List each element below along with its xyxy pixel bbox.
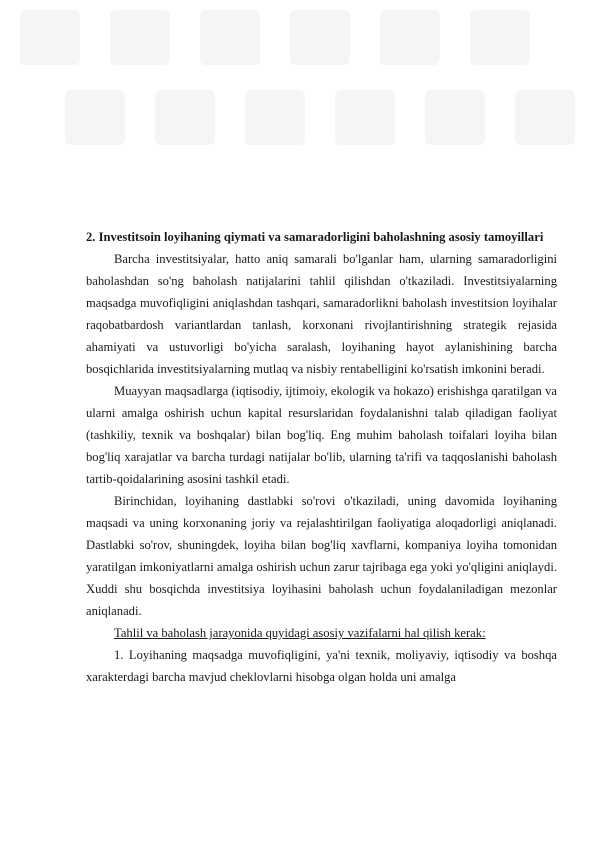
section-number: 2. — [86, 230, 96, 244]
paragraph-2: Muayyan maqsadlarga (iqtisodiy, ijtimoiy, ekologik va hokazo) erishishga qaratilgan va ularni amalga oshirish uchun kapital resurslaridan foydalanishni talab qiladigan faoliyat (tashkiliy, texnik va boshqalar) bilan bog'liq. Eng muhim baholash toifalari loyiha bilan bog'liq xarajatlar va barcha turdagi natijalar bo'lib, ularning ta'rifi va taqqoslanishi baholash tartib-qoidalarining asosini tashkil etadi. — [86, 384, 557, 486]
document-body — [86, 226, 557, 688]
section-heading — [86, 226, 557, 248]
tasks-intro-line — [86, 622, 557, 644]
list-item-1: 1. Loyihaning maqsadga muvofiqligini, ya'ni texnik, moliyaviy, iqtisodiy va boshqa xarakterdagi barcha mavjud cheklovlarni hisobga olgan holda uni amalga — [86, 648, 557, 684]
paragraph-3: Birinchidan, loyihaning dastlabki so'rovi o'tkaziladi, uning davomida loyihaning maqsadi va uning korxonaning joriy va rejalashtirilgan faoliyatiga aloqadorligi aniqlanadi. Dastlabki so'rov, shuningdek, loyiha bilan bog'liq xavflarni, kompaniya loyiha tomonidan yaratilgan imkoniyatlarni amalga oshirish uchun zarur tajribaga ega yoki yo'qligini aniqlaydi. Xuddi shu bosqichda investitsiya loyihasini baholash uchun foydalaniladigan mezonlar aniqlanadi. — [86, 494, 557, 618]
underlined-text: Tahlil va baholash jarayonida quyidagi asosiy vazifalarni hal qilish kerak: — [114, 626, 486, 640]
section-title: Investitsoin loyihaning qiymati va samaradorligini baholashning asosiy tamoyillari — [98, 230, 544, 244]
paragraph-1: Barcha investitsiyalar, hatto aniq samarali bo'lganlar ham, ularning samaradorligini baholashdan so'ng baholash natijalarini tahlil qilishdan o'tkaziladi. Investitsiyalarning maqsadga muvofiqligini aniqlashdan tashqari, samaradorlikni baholash investitsion loyihalar raqobatbardosh variantlardan tanlash, korxonani rivojlantirishning strategik rejasida ahamiyati va ustuvorligi bo'yicha saralash, loyihaning hayot aylanishining barcha bosqichlarida investitsiyalarning mutlaq va nisbiy rentabelligini ko'rsatish imkonini beradi. — [86, 252, 557, 376]
